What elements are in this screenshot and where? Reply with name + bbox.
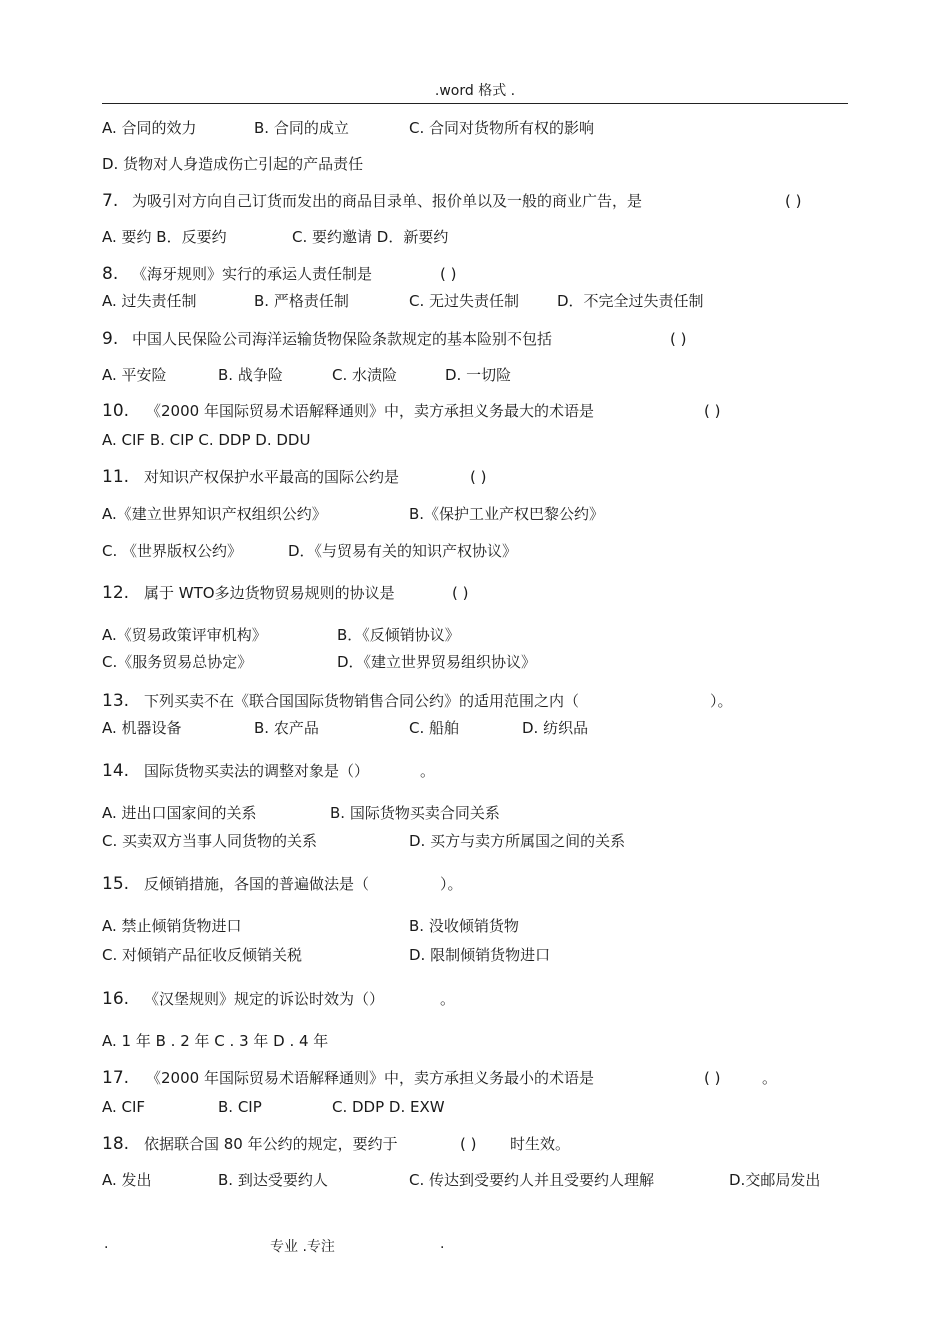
question-number: 18.: [102, 1134, 130, 1154]
options-line: [102, 622, 862, 648]
line-text: 。: [420, 762, 436, 780]
line-text: D. 限制倾销货物进口: [409, 946, 551, 964]
question-line: [102, 1131, 862, 1157]
options-line: [102, 942, 862, 968]
line-text: A. 平安险: [102, 366, 167, 384]
line-text: C. 对倾销产品征收反倾销关税: [102, 946, 303, 964]
options-line: [102, 362, 862, 388]
line-text: C. 水渍险: [332, 366, 398, 384]
options-line: [102, 800, 862, 826]
line-text: A. CIF B. CIP C. DDP D. DDU: [102, 431, 311, 449]
line-text: 下列买卖不在《联合国国际货物销售合同公约》的适用范围之内（: [144, 692, 580, 710]
line-text: B. 合同的成立: [254, 119, 349, 137]
line-text: A. 禁止倾销货物进口: [102, 917, 242, 935]
options-line: [102, 538, 862, 564]
line-text: ( ): [704, 402, 721, 420]
line-text: B. 严格责任制: [254, 292, 349, 310]
footer-text: .: [104, 1236, 109, 1252]
line-text: C. 无过失责任制: [409, 292, 520, 310]
header-rule: [102, 103, 848, 104]
question-line: [102, 188, 862, 214]
line-text: B.《保护工业产权巴黎公约》: [409, 505, 605, 523]
line-text: A. 进出口国家间的关系: [102, 804, 257, 822]
line-text: ( ): [785, 192, 802, 210]
line-text: A.《建立世界知识产权组织公约》: [102, 505, 327, 523]
line-text: 依据联合国 80 年公约的规定，要约于: [144, 1135, 398, 1153]
line-text: ( ): [440, 265, 457, 283]
line-text: 《2000 年国际贸易术语解释通则》中，卖方承担义务最大的术语是: [146, 402, 594, 420]
line-text: ( ): [452, 584, 469, 602]
line-text: A.《贸易政策评审机构》: [102, 626, 267, 644]
line-text: 为吸引对方向自己订货而发出的商品目录单、报价单以及一般的商业广告，是: [132, 192, 643, 210]
line-text: C. 传达到受要约人并且受要约人理解: [409, 1171, 655, 1189]
footer-text: 专业 .专注: [270, 1239, 335, 1255]
question-number: 16.: [102, 989, 130, 1009]
question-number: 13.: [102, 691, 130, 711]
line-text: D. 买方与卖方所属国之间的关系: [409, 832, 626, 850]
options-line: [102, 649, 862, 675]
line-text: 。: [762, 1069, 778, 1087]
line-text: ( ): [670, 330, 687, 348]
question-line: [102, 986, 862, 1012]
question-line: [102, 580, 862, 606]
line-text: C. DDP D. EXW: [332, 1098, 445, 1116]
options-line: [102, 224, 862, 250]
line-text: 国际货物买卖法的调整对象是（）: [144, 762, 370, 780]
line-text: C. 船舶: [409, 719, 460, 737]
question-line: [102, 398, 862, 424]
line-text: 时生效。: [510, 1135, 571, 1153]
page-footer: [0, 1236, 950, 1256]
line-text: B．《反倾销协议》: [337, 626, 460, 644]
question-number: 8.: [102, 264, 119, 284]
options-line: [102, 715, 862, 741]
question-line: [102, 871, 862, 897]
question-line: [102, 1065, 862, 1091]
line-text: B. 国际货物买卖合同关系: [330, 804, 500, 822]
line-text: C. 《世界版权公约》: [102, 542, 243, 560]
footer-text: .: [440, 1236, 445, 1252]
options-line: [102, 1094, 862, 1120]
line-text: D. 纺织品: [522, 719, 589, 737]
options-line: [102, 115, 862, 141]
options-line: [102, 913, 862, 939]
line-text: 对知识产权保护水平最高的国际公约是: [144, 468, 400, 486]
line-text: C. 合同对货物所有权的影响: [409, 119, 595, 137]
options-line: [102, 1028, 862, 1054]
line-text: D．《建立世界贸易组织协议》: [337, 653, 537, 671]
line-text: 《2000 年国际贸易术语解释通则》中，卖方承担义务最小的术语是: [146, 1069, 594, 1087]
line-text: A. 1 年 B . 2 年 C . 3 年 D . 4 年: [102, 1032, 329, 1050]
line-text: A. 过失责任制: [102, 292, 197, 310]
page-header: .word 格式 .: [434, 83, 516, 99]
line-text: 中国人民保险公司海洋运输货物保险条款规定的基本险别不包括: [132, 330, 553, 348]
line-text: A. 发出: [102, 1171, 152, 1189]
line-text: A. 机器设备: [102, 719, 182, 737]
line-text: B. CIP: [218, 1098, 262, 1116]
options-line: [102, 828, 862, 854]
question-number: 14.: [102, 761, 130, 781]
question-line: [102, 326, 862, 352]
line-text: C. 买卖双方当事人同货物的关系: [102, 832, 318, 850]
line-text: 反倾销措施，各国的普遍做法是（: [144, 875, 370, 893]
line-text: C.《服务贸易总协定》: [102, 653, 253, 671]
line-text: D．不完全过失责任制: [557, 292, 704, 310]
line-text: D.交邮局发出: [729, 1171, 821, 1189]
line-text: 。: [440, 990, 456, 1008]
question-number: 9.: [102, 329, 119, 349]
line-text: D. 货物对人身造成伤亡引起的产品责任: [102, 155, 364, 173]
line-text: B. 没收倾销货物: [409, 917, 519, 935]
line-text: B. 到达受要约人: [218, 1171, 328, 1189]
line-text: D．《与贸易有关的知识产权协议》: [288, 542, 518, 560]
line-text: A. 要约 B．反要约: [102, 228, 227, 246]
question-line: [102, 688, 862, 714]
line-text: ( ): [470, 468, 487, 486]
question-number: 7.: [102, 191, 119, 211]
question-number: 12.: [102, 583, 130, 603]
question-number: 17.: [102, 1068, 130, 1088]
line-text: 属于 WTO多边货物贸易规则的协议是: [144, 584, 395, 602]
line-text: A. 合同的效力: [102, 119, 197, 137]
line-text: A. CIF: [102, 1098, 146, 1116]
question-number: 11.: [102, 467, 130, 487]
line-text: ( ): [460, 1135, 477, 1153]
options-line: [102, 288, 862, 314]
line-text: D. 一切险: [445, 366, 512, 384]
line-text: B. 农产品: [254, 719, 319, 737]
line-text: ）。: [710, 692, 733, 710]
options-line: [102, 501, 862, 527]
question-number: 10.: [102, 401, 130, 421]
line-text: B. 战争险: [218, 366, 283, 384]
question-number: 15.: [102, 874, 130, 894]
line-text: ( ): [704, 1069, 721, 1087]
line-text: 《海牙规则》实行的承运人责任制是: [132, 265, 373, 283]
options-line: [102, 1167, 862, 1193]
line-text: 《汉堡规则》规定的诉讼时效为（）: [144, 990, 385, 1008]
question-line: [102, 261, 862, 287]
options-line: [102, 151, 862, 177]
question-line: [102, 758, 862, 784]
line-text: ）。: [440, 875, 463, 893]
question-line: [102, 464, 862, 490]
options-line: [102, 427, 862, 453]
line-text: C. 要约邀请 D．新要约: [292, 228, 449, 246]
